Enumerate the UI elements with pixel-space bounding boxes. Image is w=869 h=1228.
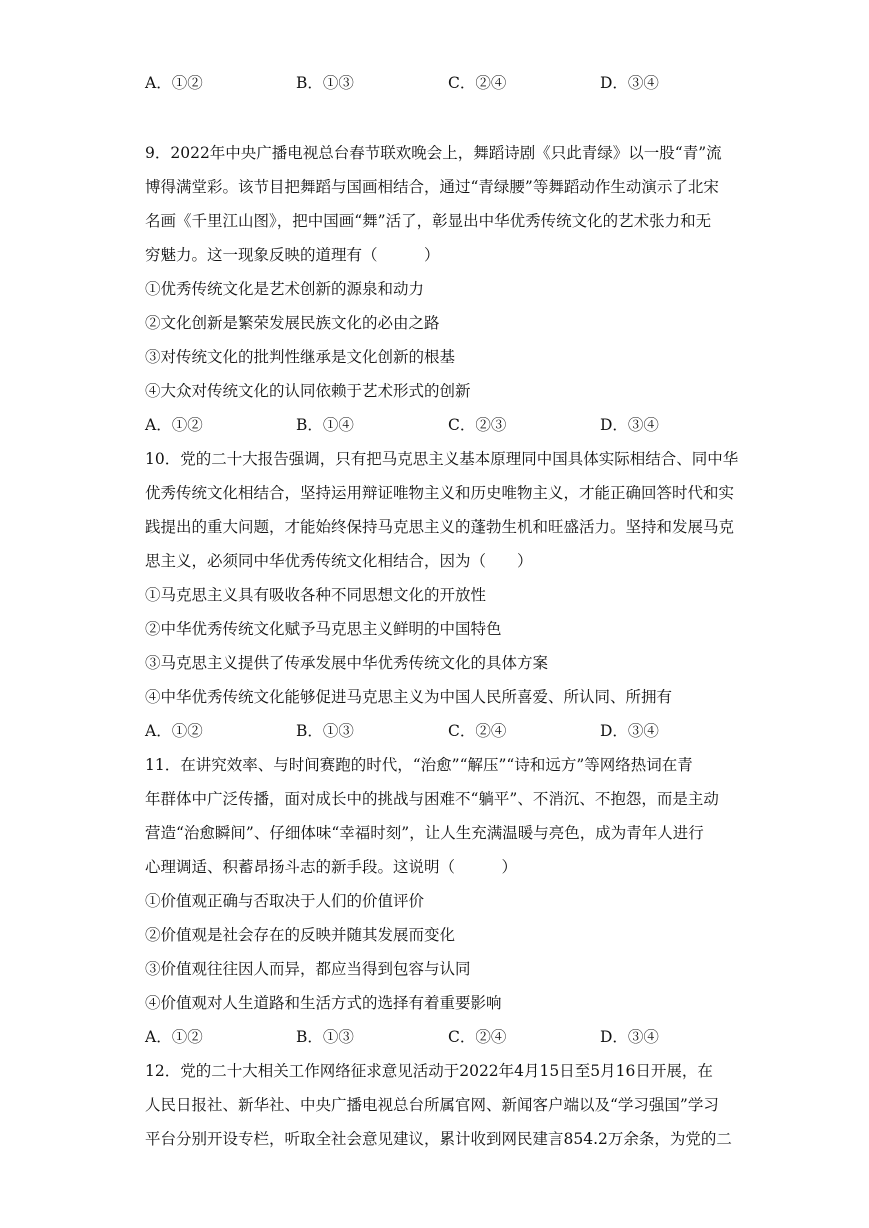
q10-stem-line-4: 思主义，必须同中华优秀传统文化相结合，因为（ ） [145,552,533,570]
q9-options [145,415,745,435]
q11-option-c: C．②④ [448,1028,507,1046]
q11-stem-line-4: 心理调适、积蓄昂扬斗志的新手段。这说明（ ） [145,858,518,876]
q9-stem-line-2: 博得满堂彩。该节目把舞蹈与国画相结合，通过“青绿腰”等舞蹈动作生动演示了北宋 [145,178,719,196]
q9-statement-4: ④大众对传统文化的认同依赖于艺术形式的创新 [145,382,471,400]
q8-option-d: D．③④ [600,74,659,92]
q11-stem-line-1: 11．在讲究效率、与时间赛跑的时代，“治愈”“解压”“诗和远方”等网络热词在青 [145,756,693,774]
q9-statement-3: ③对传统文化的批判性继承是文化创新的根基 [145,348,456,366]
q11-statement-1: ①价值观正确与否取决于人们的价值评价 [145,892,425,910]
q11-statement-3: ③价值观往往因人而异，都应当得到包容与认同 [145,960,471,978]
q9-option-c: C．②③ [448,416,507,434]
q8-option-c: C．②④ [448,74,507,92]
q8-option-b: B．①③ [296,74,354,92]
q11-options [145,1027,745,1047]
q11-option-d: D．③④ [600,1028,659,1046]
q10-statement-1: ①马克思主义具有吸收各种不同思想文化的开放性 [145,586,487,604]
q11-statement-2: ②价值观是社会存在的反映并随其发展而变化 [145,926,456,944]
q11-statement-4: ④价值观对人生道路和生活方式的选择有着重要影响 [145,994,502,1012]
q9-option-b: B．①④ [296,416,354,434]
q9-option-d: D．③④ [600,416,659,434]
q8-option-a: A．①② [145,74,203,92]
q10-stem-line-1: 10．党的二十大报告强调，只有把马克思主义基本原理同中国具体实际相结合、同中华 [145,450,739,468]
q10-statement-3: ③马克思主义提供了传承发展中华优秀传统文化的具体方案 [145,654,549,672]
q9-statement-1: ①优秀传统文化是艺术创新的源泉和动力 [145,280,425,298]
q10-options [145,721,745,741]
q11-stem-line-2: 年群体中广泛传播，面对成长中的挑战与困难不“躺平”、不消沉、不抱怨，而是主动 [145,790,719,808]
q12-stem-line-3: 平台分别开设专栏，听取全社会意见建议，累计收到网民建言854.2万余条，为党的二 [145,1130,732,1148]
q11-option-b: B．①③ [296,1028,354,1046]
q11-stem-line-3: 营造“治愈瞬间”、仔细体味“幸福时刻”，让人生充满温暖与亮色，成为青年人进行 [145,824,704,842]
q10-option-c: C．②④ [448,722,507,740]
q10-stem-line-2: 优秀传统文化相结合，坚持运用辩证唯物主义和历史唯物主义，才能正确回答时代和实 [145,484,735,502]
q9-stem-line-3: 名画《千里江山图》，把中国画“舞”活了，彰显出中华优秀传统文化的艺术张力和无 [145,212,712,230]
q9-statement-2: ②文化创新是繁荣发展民族文化的必由之路 [145,314,440,332]
q10-option-b: B．①③ [296,722,354,740]
q10-stem-line-3: 践提出的重大问题，才能始终保持马克思主义的蓬勃生机和旺盛活力。坚持和发展马克 [145,518,735,536]
q9-stem-line-1: 9．2022年中央广播电视总台春节联欢晚会上，舞蹈诗剧《只此青绿》以一股“青”流 [145,144,722,162]
q8-options [145,73,745,93]
q11-option-a: A．①② [145,1028,203,1046]
q12-stem-line-2: 人民日报社、新华社、中央广播电视总台所属官网、新闻客户端以及“学习强国”学习 [145,1096,719,1114]
q10-option-a: A．①② [145,722,203,740]
q10-statement-4: ④中华优秀传统文化能够促进马克思主义为中国人民所喜爱、所认同、所拥有 [145,688,673,706]
q9-stem-line-4: 穷魅力。这一现象反映的道理有（ ） [145,246,440,264]
q9-option-a: A．①② [145,416,203,434]
q10-option-d: D．③④ [600,722,659,740]
q12-stem-line-1: 12．党的二十大相关工作网络征求意见活动于2022年4月15日至5月16日开展，在 [145,1062,713,1080]
q10-statement-2: ②中华优秀传统文化赋予马克思主义鲜明的中国特色 [145,620,502,638]
